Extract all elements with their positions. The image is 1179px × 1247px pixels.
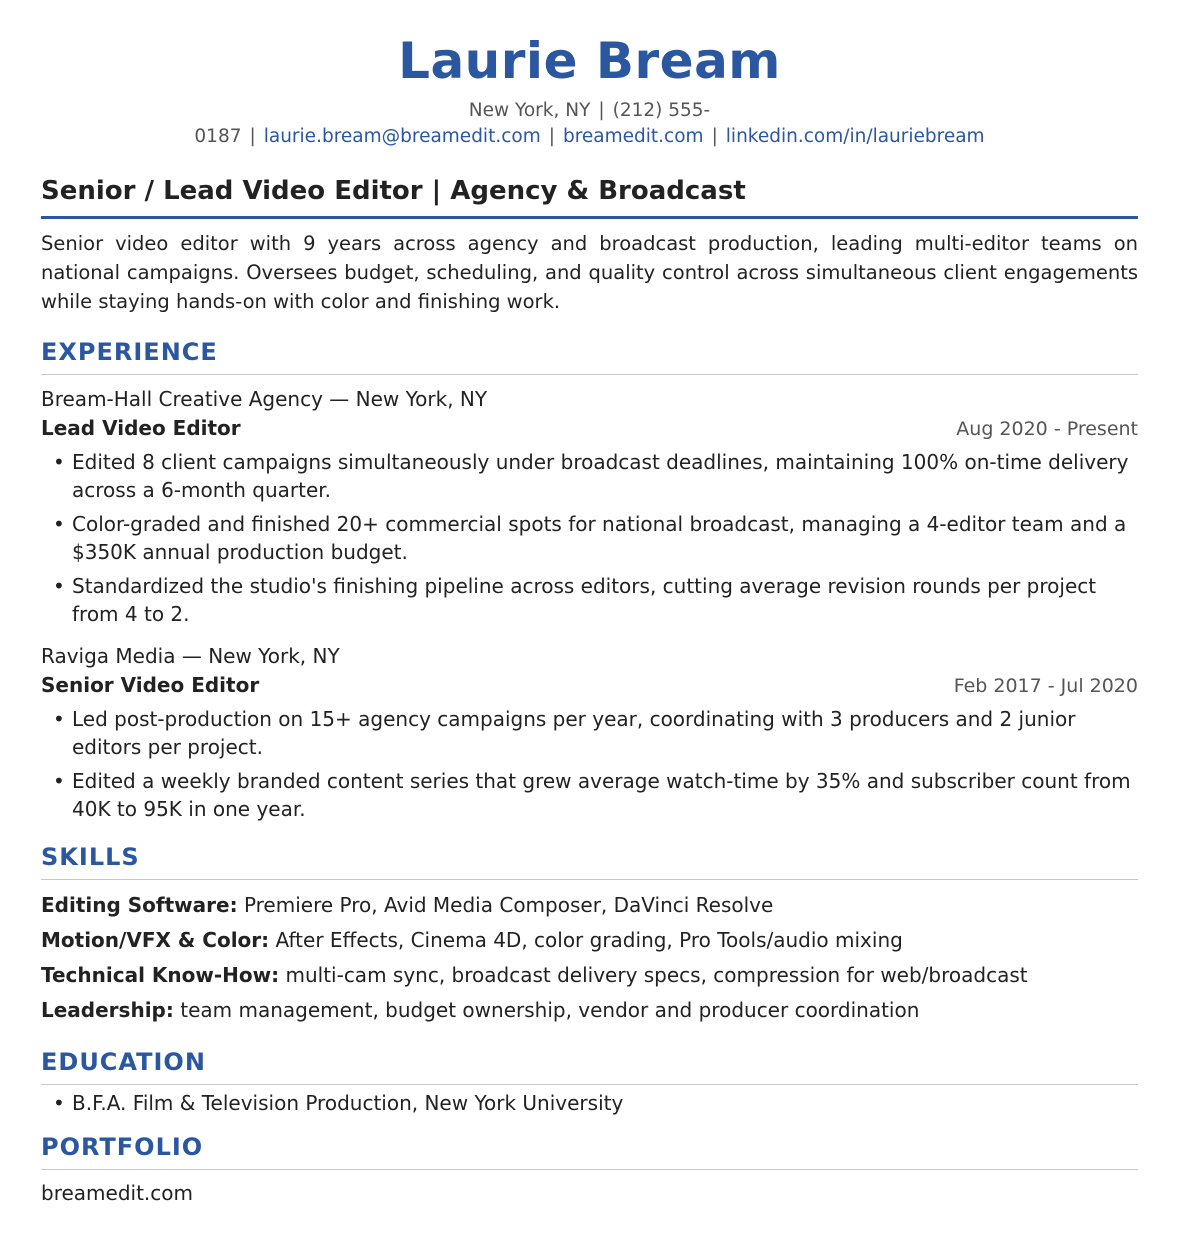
skill-row bbox=[41, 958, 1138, 993]
job-company: Bream-Hall Creative Agency — New York, NY bbox=[41, 387, 488, 411]
portfolio-section-title: PORTFOLIO bbox=[41, 1131, 1138, 1170]
job-bullet bbox=[41, 705, 1138, 761]
job-bullet bbox=[41, 510, 1138, 566]
bullet-dot-icon: • bbox=[53, 769, 65, 793]
contact-website-link[interactable]: breamedit.com bbox=[562, 126, 704, 147]
skill-row bbox=[41, 923, 1138, 958]
job-entry bbox=[41, 642, 1138, 823]
skill-row bbox=[41, 993, 1138, 1028]
contact-phone: (212) 555-0187 bbox=[194, 100, 711, 147]
job-company: Raviga Media — New York, NY bbox=[41, 644, 340, 668]
bullet-dot-icon: • bbox=[53, 512, 65, 536]
job-bullet-text: Led post-production on 15+ agency campaigns per year, coordinating with 3 producers and 2 junior editors per project. bbox=[72, 707, 1076, 759]
education-list bbox=[41, 1089, 1138, 1117]
contact-location: New York, NY bbox=[468, 100, 591, 121]
contact-separator: | bbox=[548, 126, 555, 147]
job-role-bar bbox=[41, 413, 1138, 444]
education-section-title: EDUCATION bbox=[41, 1046, 1138, 1085]
job-bullet-text: Edited a weekly branded content series that grew average watch-time by 35% and subscriber count from 40K to 95K in one year. bbox=[72, 769, 1131, 821]
education-item-text: B.F.A. Film & Television Production, New York University bbox=[72, 1091, 624, 1115]
job-bullets bbox=[41, 705, 1138, 823]
contact-separator: | bbox=[711, 126, 718, 147]
job-role: Senior Video Editor bbox=[41, 673, 260, 697]
job-bullet-text: Color-graded and finished 20+ commercial spots for national broadcast, managing a 4-editor team and a $350K annual production budget. bbox=[72, 512, 1127, 564]
job-role-bar bbox=[41, 670, 1138, 701]
bullet-dot-icon: • bbox=[53, 707, 65, 731]
resume-headline: Senior / Lead Video Editor | Agency & Broadcast bbox=[41, 174, 1138, 219]
job-bullet bbox=[41, 767, 1138, 823]
bullet-dot-icon: • bbox=[53, 574, 65, 598]
skill-row bbox=[41, 888, 1138, 923]
education-item bbox=[41, 1089, 1138, 1117]
skills-list bbox=[41, 888, 1138, 1028]
contact-email-link[interactable]: laurie.bream@breamedit.com bbox=[263, 126, 541, 147]
contact-separator: | bbox=[598, 100, 605, 121]
skill-value: team management, budget ownership, vendor and producer coordination bbox=[180, 998, 920, 1022]
skill-value: multi-cam sync, broadcast delivery specs, compression for web/broadcast bbox=[285, 963, 1028, 987]
skill-value: After Effects, Cinema 4D, color grading, Pro Tools/audio mixing bbox=[275, 928, 903, 952]
skill-label: Technical Know-How: bbox=[41, 963, 280, 987]
contact-separator: | bbox=[249, 126, 256, 147]
skill-label: Motion/VFX & Color: bbox=[41, 928, 270, 952]
job-entry bbox=[41, 385, 1138, 628]
skills-section-title: SKILLS bbox=[41, 841, 1138, 880]
job-bullet bbox=[41, 572, 1138, 628]
job-dates: Feb 2017 - Jul 2020 bbox=[953, 675, 1138, 697]
job-dates: Aug 2020 - Present bbox=[956, 418, 1138, 440]
skill-label: Editing Software: bbox=[41, 893, 238, 917]
job-bullet bbox=[41, 448, 1138, 504]
portfolio-link[interactable]: breamedit.com bbox=[41, 1181, 193, 1205]
contact-line bbox=[41, 98, 1138, 150]
job-bullet-text: Standardized the studio's finishing pipeline across editors, cutting average revision rounds per project from 4 to 2. bbox=[72, 574, 1097, 626]
bullet-dot-icon: • bbox=[53, 1091, 65, 1115]
contact-linkedin-link[interactable]: linkedin.com/in/lauriebream bbox=[725, 126, 985, 147]
bullet-dot-icon: • bbox=[53, 450, 65, 474]
experience-section-title: EXPERIENCE bbox=[41, 336, 1138, 375]
job-role: Lead Video Editor bbox=[41, 416, 241, 440]
candidate-name: Laurie Bream bbox=[398, 32, 781, 90]
job-bullets bbox=[41, 448, 1138, 628]
skill-value: Premiere Pro, Avid Media Composer, DaVinci Resolve bbox=[243, 893, 774, 917]
summary-paragraph: Senior video editor with 9 years across agency and broadcast production, leading multi-editor teams on national campaigns. Oversees budget, scheduling, and quality control across simultaneous client engagements while staying hands-on with color and finishing work. bbox=[41, 232, 1138, 313]
skill-label: Leadership: bbox=[41, 998, 174, 1022]
job-bullet-text: Edited 8 client campaigns simultaneously under broadcast deadlines, maintaining 100% on-time delivery across a 6-month quarter. bbox=[72, 450, 1129, 502]
